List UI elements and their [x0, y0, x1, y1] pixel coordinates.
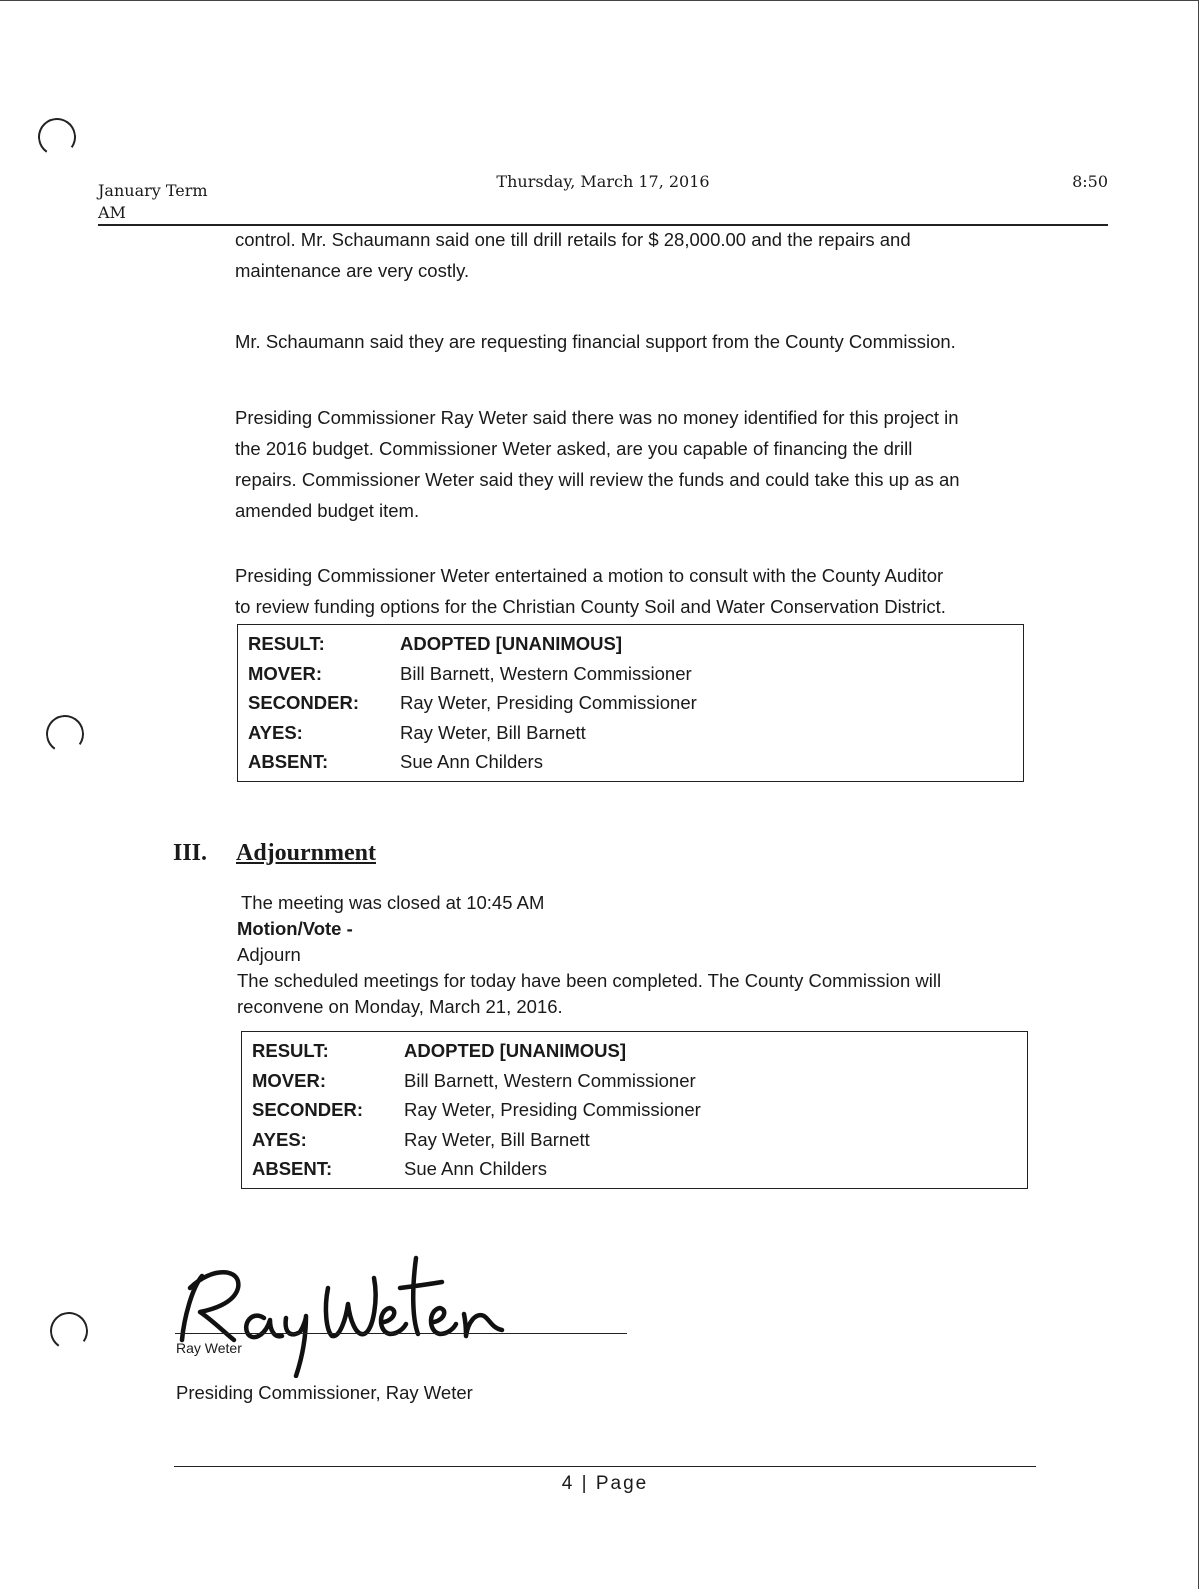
vote-absent-value: Sue Ann Childers — [404, 1158, 547, 1179]
vote-row-seconder — [248, 688, 1023, 718]
vote-label: ABSENT: — [252, 1158, 333, 1179]
vote-row-ayes — [252, 1125, 1027, 1155]
vote-label: RESULT: — [252, 1040, 329, 1061]
vote-label: SECONDER: — [248, 692, 360, 713]
vote-result-value: ADOPTED [UNANIMOUS] — [400, 633, 622, 654]
vote-ayes-value: Ray Weter, Bill Barnett — [404, 1128, 590, 1150]
section-number: III. — [173, 840, 208, 866]
vote-result-value: ADOPTED [UNANIMOUS] — [404, 1040, 626, 1061]
vote-label: RESULT: — [248, 633, 325, 654]
vote-row-absent — [248, 747, 1023, 777]
paragraph-line: Mr. Schaumann said they are requesting financial support from the County Commission. — [235, 331, 956, 352]
page-number: 4 | Page — [561, 1473, 649, 1494]
vote-result-table — [237, 624, 1024, 782]
vote-mover-value: Bill Barnett, Western Commissioner — [400, 662, 692, 684]
vote-seconder-value: Ray Weter, Presiding Commissioner — [404, 1099, 701, 1120]
signatory-title: Presiding Commissioner, Ray Weter — [176, 1382, 473, 1403]
header-time: 8:50 — [1072, 172, 1108, 191]
header-term-line1: January Term — [98, 181, 208, 200]
header-term-line2: AM — [98, 203, 126, 222]
vote-label: AYES: — [248, 721, 303, 743]
paragraph-motion — [235, 560, 1035, 622]
vote-mover-value: Bill Barnett, Western Commissioner — [404, 1069, 696, 1091]
vote-label: ABSENT: — [248, 751, 329, 772]
vote-ayes-value: Ray Weter, Bill Barnett — [400, 721, 586, 743]
motion-vote-label: Motion/Vote - — [237, 918, 353, 939]
paragraph-line: Presiding Commissioner Ray Weter said there was no money identified for this project in — [235, 407, 959, 428]
paragraph-drill-cost — [235, 224, 1035, 286]
adjournment-details — [237, 890, 1037, 1020]
vote-row-result — [248, 629, 1023, 659]
vote-seconder-value: Ray Weter, Presiding Commissioner — [400, 692, 697, 713]
vote-row-seconder — [252, 1095, 1027, 1125]
paragraph-line: maintenance are very costly. — [235, 260, 470, 281]
signature-printed-name: Ray Weter — [176, 1340, 242, 1356]
header-date: Thursday, March 17, 2016 — [496, 172, 710, 191]
paragraph-line: to review funding options for the Christian County Soil and Water Conservation District. — [235, 596, 946, 617]
vote-absent-value: Sue Ann Childers — [400, 751, 543, 772]
paragraph-line: the 2016 budget. Commissioner Weter asked, are you capable of financing the drill — [235, 438, 913, 459]
section-title: Adjournment — [236, 840, 377, 866]
handwritten-signature — [172, 1248, 552, 1378]
vote-row-result — [252, 1036, 1027, 1066]
paragraph-line: repairs. Commissioner Weter said they will review the funds and could take this up as an — [235, 469, 960, 490]
vote-label: SECONDER: — [252, 1099, 364, 1120]
paragraph-financial-support — [235, 326, 1035, 357]
signature-line — [175, 1333, 627, 1334]
paragraph-line: Presiding Commissioner Weter entertained a motion to consult with the County Auditor — [235, 565, 944, 586]
vote-row-absent — [252, 1154, 1027, 1184]
vote-row-mover — [252, 1066, 1027, 1096]
vote-label: MOVER: — [252, 1069, 326, 1091]
footer-rule — [174, 1466, 1036, 1467]
vote-row-mover — [248, 659, 1023, 689]
adjournment-vote-table — [241, 1031, 1028, 1189]
paragraph-budget — [235, 402, 1035, 526]
vote-label: AYES: — [252, 1128, 307, 1150]
vote-row-ayes — [248, 718, 1023, 748]
reconvene-line: reconvene on Monday, March 21, 2016. — [237, 996, 563, 1017]
vote-label: MOVER: — [248, 662, 322, 684]
paragraph-line: amended budget item. — [235, 500, 420, 521]
reconvene-line: The scheduled meetings for today have been completed. The County Commission will — [237, 970, 942, 991]
motion-text: Adjourn — [237, 944, 301, 965]
paragraph-line: control. Mr. Schaumann said one till drill retails for $ 28,000.00 and the repairs and — [235, 229, 911, 250]
page-header — [98, 172, 1108, 224]
meeting-closed-text: The meeting was closed at 10:45 AM — [241, 892, 545, 913]
